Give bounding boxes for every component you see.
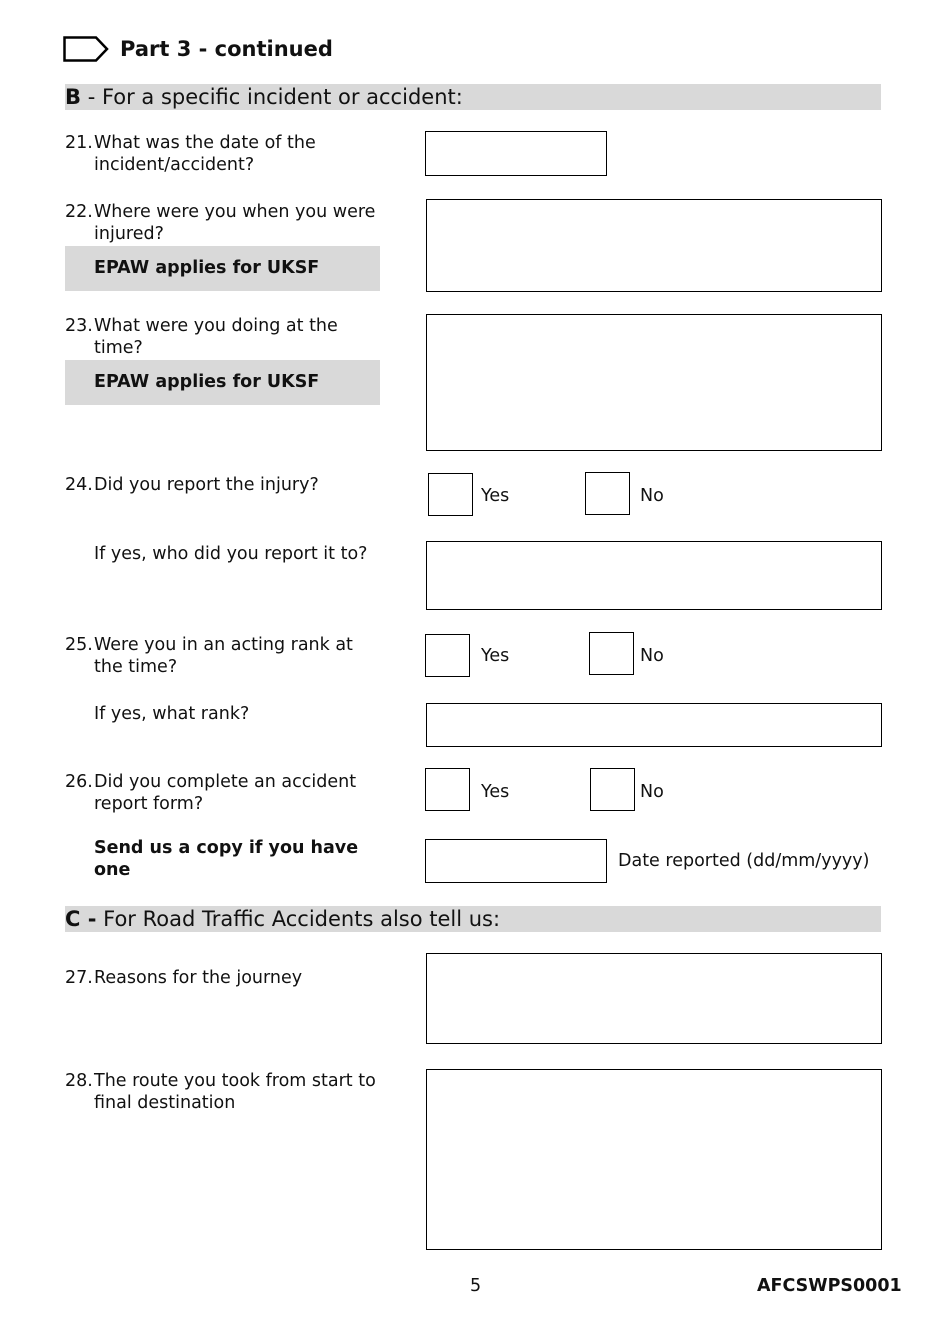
question-text-line: What were you doing at the [94,316,338,336]
date-reported-field[interactable] [425,839,607,883]
yes-label: Yes [481,782,510,802]
question-number: 28. [65,1071,93,1091]
activity-field[interactable] [426,314,882,451]
question-26 [65,771,356,815]
question-text-line: Were you in an acting rank at [94,635,353,655]
question-21 [65,132,316,176]
accident-report-yes-checkbox[interactable] [425,768,470,811]
reported-to-field[interactable] [426,541,882,610]
question-27 [65,967,302,989]
question-number: 24. [65,475,93,495]
section-c-title: For Road Traffic Accidents also tell us: [96,907,501,931]
page-number: 5 [470,1276,482,1296]
question-number: 23. [65,316,93,336]
question-text-line: report form? [94,794,204,814]
question-number: 22. [65,202,93,222]
part-title: Part 3 - continued [120,37,333,61]
rank-field[interactable] [426,703,882,747]
question-text-line: injured? [94,224,164,244]
epaw-note: EPAW applies for UKSF [65,360,380,405]
question-text-line: What was the date of the [94,133,316,153]
route-field[interactable] [426,1069,882,1250]
no-label: No [640,782,664,802]
section-c-header [65,906,881,932]
question-number: 26. [65,772,93,792]
report-injury-yes-checkbox[interactable] [428,473,473,516]
section-c-letter: C - [65,907,97,931]
yes-label: Yes [481,646,510,666]
epaw-note: EPAW applies for UKSF [65,246,380,291]
question-text-line: incident/accident? [94,155,255,175]
injury-location-field[interactable] [426,199,882,292]
section-b-letter: B [65,85,82,109]
reported-to-question: If yes, who did you report it to? [94,544,368,564]
yes-label: Yes [481,486,510,506]
question-text-line: the time? [94,657,178,677]
no-label: No [640,646,664,666]
instruction-line: one [94,860,131,880]
section-b-header [65,84,881,110]
question-text-line: The route you took from start to [94,1071,376,1091]
send-copy-instruction [94,837,358,881]
acting-rank-yes-checkbox[interactable] [425,634,470,677]
form-reference: AFCSWPS0001 [757,1276,902,1296]
journey-reasons-field[interactable] [426,953,882,1044]
instruction-line: Send us a copy if you have [94,838,359,858]
rank-question: If yes, what rank? [94,704,250,724]
no-label: No [640,486,664,506]
question-text-line: Reasons for the journey [94,968,303,988]
incident-date-field[interactable] [425,131,607,176]
report-injury-no-checkbox[interactable] [585,472,630,515]
question-text-line: Did you complete an accident [94,772,357,792]
question-text-line: final destination [94,1093,236,1113]
question-25 [65,634,353,678]
question-28 [65,1070,376,1114]
question-number: 25. [65,635,93,655]
tag-arrow-icon [63,36,109,62]
question-text-line: Did you report the injury? [94,475,319,495]
section-b-title: - For a specific incident or accident: [81,85,463,109]
question-23 [65,315,338,359]
question-22 [65,201,375,245]
question-24 [65,474,319,496]
date-reported-label: Date reported (dd/mm/yyyy) [618,851,870,871]
accident-report-no-checkbox[interactable] [590,768,635,811]
acting-rank-no-checkbox[interactable] [589,632,634,675]
question-text-line: time? [94,338,143,358]
question-number: 27. [65,968,93,988]
question-text-line: Where were you when you were [94,202,376,222]
question-number: 21. [65,133,93,153]
